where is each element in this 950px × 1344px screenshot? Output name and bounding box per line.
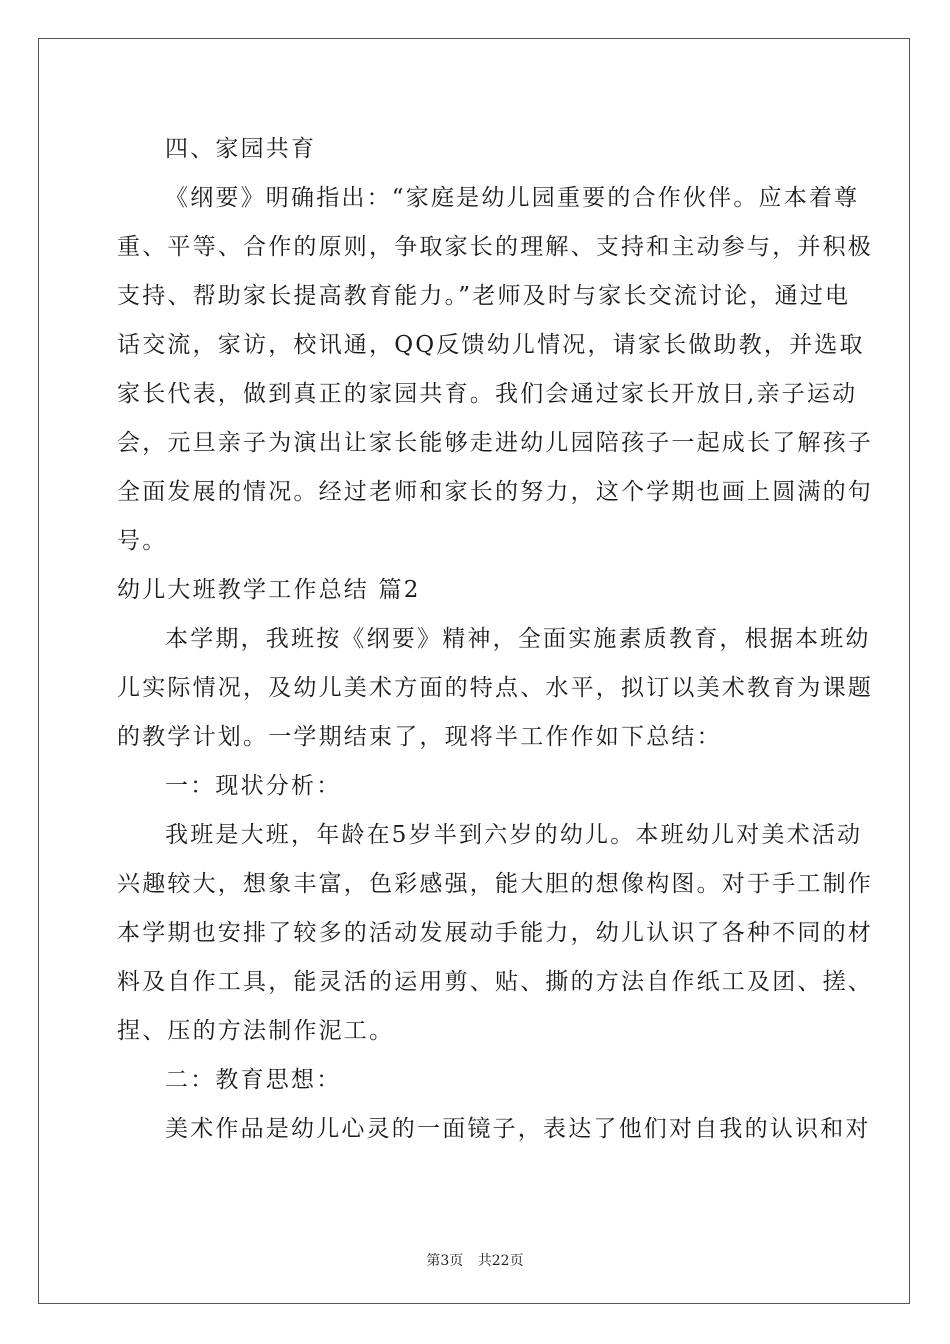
text-line: 美术作品是幼儿心灵的一面镜子，表达了他们对自我的认识和对 xyxy=(165,1116,871,1142)
text-line: 支持、帮助家长提高教育能力。”老师及时与家长交流讨论，通过电 xyxy=(117,283,851,309)
text-line: 料及自作工具，能灵活的运用剪、贴、撕的方法自作纸工及团、搓、 xyxy=(117,969,873,995)
text-line: 本学期也安排了较多的活动发展动手能力，幼儿认识了各种不同的材 xyxy=(117,920,873,946)
text-line: 的教学计划。一学期结束了，现将半工作作如下总结： xyxy=(117,724,722,750)
text-line: 幼儿大班教学工作总结 篇2 xyxy=(117,577,421,603)
page-footer xyxy=(0,1250,950,1270)
text-line: 捏、压的方法制作泥工。 xyxy=(117,1018,395,1044)
page-total: 共22页 xyxy=(477,1253,524,1269)
document-body xyxy=(117,125,873,1154)
text-line: 兴趣较大，想象丰富，色彩感强，能大胆的想像构图。对于手工制作 xyxy=(117,871,873,897)
text-line: 号。 xyxy=(117,528,168,554)
text-line: 全面发展的情况。经过老师和家长的努力，这个学期也画上圆满的句 xyxy=(117,479,873,505)
text-line: 话交流，家访，校讯通，QQ反馈幼儿情况，请家长做助教，并选取 xyxy=(117,332,865,358)
text-line: 一：现状分析： xyxy=(165,773,342,799)
text-line: 《纲要》明确指出：“家庭是幼儿园重要的合作伙伴。应本着尊 xyxy=(165,185,860,211)
text-line: 会，元旦亲子为演出让家长能够走进幼儿园陪孩子一起成长了解孩子 xyxy=(117,430,873,456)
text-line: 儿实际情况，及幼儿美术方面的特点、水平，拟订以美术教育为课题 xyxy=(117,675,873,701)
text-line: 重、平等、合作的原则，争取家长的理解、支持和主动参与，并积极 xyxy=(117,234,873,260)
page-number: 第3页 xyxy=(426,1253,464,1269)
text-line: 本学期，我班按《纲要》精神，全面实施素质教育，根据本班幼 xyxy=(165,626,871,652)
text-line: 家长代表，做到真正的家园共育。我们会通过家长开放日,亲子运动 xyxy=(117,381,858,407)
text-line: 二：教育思想： xyxy=(165,1067,342,1093)
text-line: 四、家园共育 xyxy=(165,136,317,162)
text-line: 我班是大班，年龄在5岁半到六岁的幼儿。本班幼儿对美术活动 xyxy=(165,822,863,848)
